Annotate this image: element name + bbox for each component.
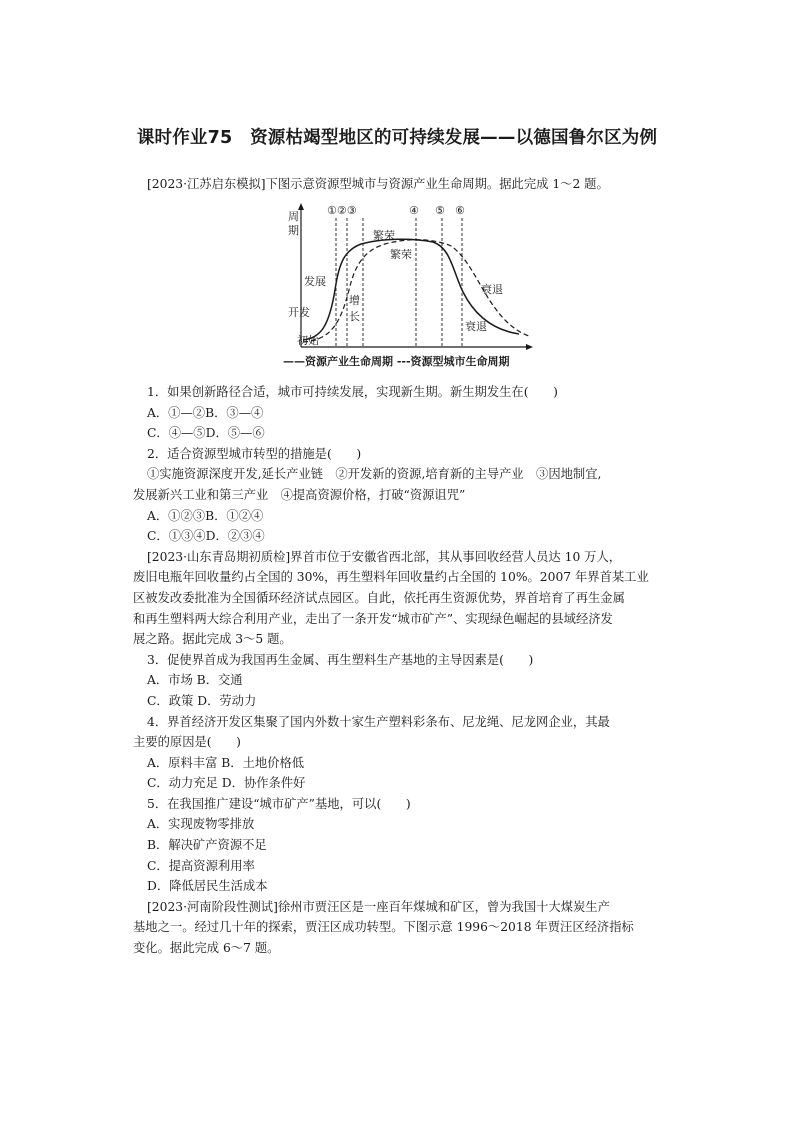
q4-stem-2: 主要的原因是( ) [133, 735, 241, 750]
stage-mark-5: ⑤ [435, 204, 445, 217]
label-decline-solid: 衰退 [465, 320, 487, 333]
intro-paragraph-2-line-2: 废旧电瓶年回收量约占全国的 30%，再生塑料年回收量约占全国的 10%。2007 年界首某工业 [133, 570, 649, 585]
q2-options-cd: C．①③④D．②③④ [147, 529, 265, 544]
intro-paragraph-2-line-5: 展之路。据此完成 3～5 题。 [133, 632, 292, 647]
y-label-bottom: 期 [288, 224, 299, 237]
stage-mark-4: ④ [409, 204, 419, 217]
q2-stem: 2．适合资源型城市转型的措施是( ) [147, 446, 362, 461]
stage-mark-6: ⑥ [455, 204, 465, 217]
q4-stem-1: 4．界首经济开发区集聚了国内外数十家生产塑料彩条布、尼龙绳、尼龙网企业，其最 [147, 714, 610, 729]
q1-options-cd: C．④—⑤D．⑤—⑥ [147, 426, 265, 441]
intro-paragraph-3-line-2: 基地之一。经过几十年的探索，贾汪区成功转型。下图示意 1996～2018 年贾汪区经济指标 [133, 920, 634, 935]
y-label-top: 周 [288, 210, 299, 223]
label-growth-1: 增 [349, 294, 360, 307]
q4-options-ab: A．原料丰富 B．土地价格低 [147, 755, 305, 770]
q1-stem: 1．如果创新路径合适，城市可持续发展，实现新生期。新生期发生在( ) [147, 385, 558, 399]
stage-dividers [336, 218, 462, 347]
figure-legend: ——资源产业生命周期 ---资源型城市生命周期 [283, 355, 510, 368]
q3-stem: 3．促使界首成为我国再生金属、再生塑料生产基地的主导因素是( ) [147, 652, 534, 667]
q3-options-ab: A．市场 B．交通 [147, 673, 243, 688]
q5-stem: 5．在我国推广建设“城市矿产”基地，可以( ) [147, 796, 411, 811]
intro-paragraph-2-line-1: [2023·山东青岛期初质检]界首市位于安徽省西北部，其从事回收经营人员达 10 万人， [147, 549, 622, 564]
q3-options-cd: C．政策 D．劳动力 [147, 693, 257, 708]
label-prosperity-dashed: 繁荣 [390, 248, 412, 261]
label-decline-dashed: 衰退 [481, 283, 503, 296]
intro-paragraph-1: [2023·江苏启东模拟]下图示意资源型城市与资源产业生命周期。据此完成 1～2 题。 [147, 177, 609, 191]
label-prosperity-solid: 繁荣 [373, 229, 395, 242]
y-axis-arrow [298, 203, 304, 210]
page-title: 课时作业75 资源枯竭型地区的可持续发展——以德国鲁尔区为例 [136, 128, 658, 148]
intro-paragraph-2-line-3: 区被发改委批准为全国循环经济试点园区。自此，依托再生资源优势，界首培育了再生金属 [133, 590, 625, 605]
q2-options-ab: A．①②③B．①②④ [147, 508, 264, 523]
intro-paragraph-3-line-3: 变化。据此完成 6～7 题。 [133, 941, 280, 956]
q2-statements-2: 发展新兴工业和第三产业 ④提高资源价格，打破“资源诅咒” [133, 487, 466, 502]
q5-option-d: D．降低居民生活成本 [147, 879, 268, 894]
q5-option-a: A．实现废物零排放 [147, 817, 255, 832]
questions-body [133, 382, 667, 959]
q1-options-ab: A．①—②B．③—④ [147, 405, 264, 420]
label-exploitation: 开发 [288, 306, 310, 319]
stage-mark-123: ①②③ [327, 204, 357, 217]
label-growth-2: 长 [349, 310, 360, 323]
intro-paragraph-2-line-4: 和再生塑料两大综合利用产业，走出了一条开发“城市矿产”、实现绿色崛起的县域经济发 [133, 611, 613, 626]
q2-statements-1: ①实施资源深度开发,延长产业链 ②开发新的资源,培育新的主导产业 ③因地制宜, [147, 467, 602, 482]
q5-option-b: B．解决矿产资源不足 [147, 838, 267, 853]
label-development: 发展 [304, 275, 326, 288]
intro-paragraph-3-line-1: [2023·河南阶段性测试]徐州市贾汪区是一座百年煤城和矿区，曾为我国十大煤炭生产 [147, 899, 610, 914]
x-axis-arrow [526, 344, 533, 350]
lifecycle-diagram [283, 200, 533, 352]
label-initial: 初始 [297, 334, 319, 347]
lifecycle-figure [283, 200, 533, 356]
q5-option-c: C．提高资源利用率 [147, 858, 255, 873]
q4-options-cd: C．动力充足 D．协作条件好 [147, 776, 306, 791]
